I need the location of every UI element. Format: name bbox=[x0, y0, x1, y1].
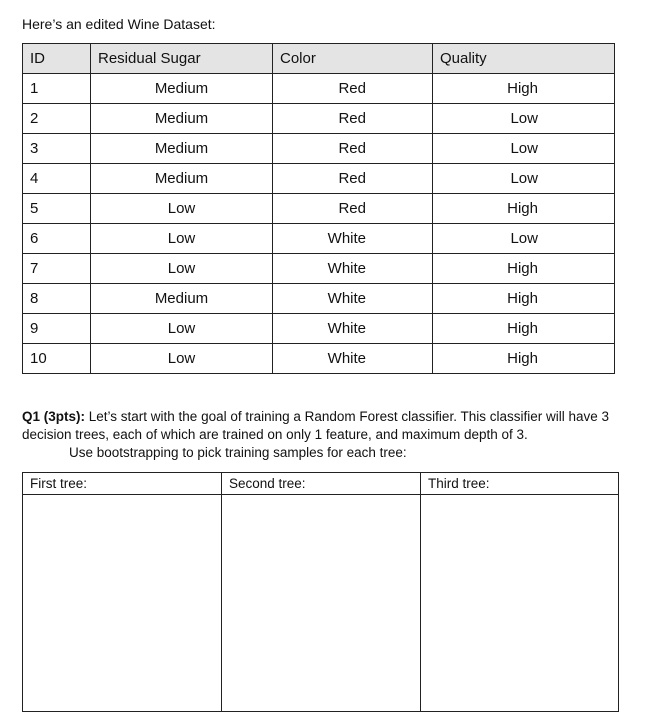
table-row bbox=[23, 224, 615, 254]
header-color: Color bbox=[273, 44, 433, 74]
table-row bbox=[23, 344, 615, 374]
cell-quality: Low bbox=[433, 104, 615, 134]
cell-residual-sugar: Low bbox=[91, 314, 273, 344]
cell-color: White bbox=[273, 224, 433, 254]
question-1-body: Let’s start with the goal of training a Random Forest classifier. This classifier will have 3 decision trees, each of which are trained on only 1 feature, and maximum depth of 3. bbox=[22, 409, 609, 442]
table-row bbox=[23, 164, 615, 194]
cell-quality: Low bbox=[433, 224, 615, 254]
table-row bbox=[23, 314, 615, 344]
cell-id: 4 bbox=[23, 164, 91, 194]
header-quality: Quality bbox=[433, 44, 615, 74]
table-row bbox=[23, 104, 615, 134]
cell-id: 1 bbox=[23, 74, 91, 104]
cell-color: White bbox=[273, 314, 433, 344]
first-tree-column[interactable] bbox=[23, 473, 222, 711]
cell-id: 8 bbox=[23, 284, 91, 314]
cell-residual-sugar: Low bbox=[91, 224, 273, 254]
cell-residual-sugar: Low bbox=[91, 254, 273, 284]
dataset-intro: Here’s an edited Wine Dataset: bbox=[22, 16, 216, 32]
tree-answer-table bbox=[22, 472, 619, 712]
cell-residual-sugar: Low bbox=[91, 344, 273, 374]
cell-residual-sugar: Medium bbox=[91, 74, 273, 104]
cell-color: White bbox=[273, 284, 433, 314]
table-row bbox=[23, 134, 615, 164]
cell-quality: High bbox=[433, 284, 615, 314]
third-tree-label: Third tree: bbox=[421, 473, 618, 495]
table-row bbox=[23, 194, 615, 224]
table-row bbox=[23, 74, 615, 104]
second-tree-column[interactable] bbox=[222, 473, 421, 711]
cell-quality: High bbox=[433, 194, 615, 224]
cell-color: Red bbox=[273, 134, 433, 164]
wine-dataset-table bbox=[22, 43, 615, 374]
first-tree-label: First tree: bbox=[23, 473, 221, 495]
cell-id: 9 bbox=[23, 314, 91, 344]
second-tree-label: Second tree: bbox=[222, 473, 420, 495]
third-tree-column[interactable] bbox=[421, 473, 618, 711]
cell-id: 2 bbox=[23, 104, 91, 134]
cell-id: 5 bbox=[23, 194, 91, 224]
cell-color: Red bbox=[273, 74, 433, 104]
cell-residual-sugar: Medium bbox=[91, 104, 273, 134]
cell-id: 10 bbox=[23, 344, 91, 374]
question-1 bbox=[22, 408, 632, 462]
question-1-text bbox=[22, 408, 632, 444]
table-header-row bbox=[23, 44, 615, 74]
table-row bbox=[23, 284, 615, 314]
cell-color: Red bbox=[273, 104, 433, 134]
cell-quality: High bbox=[433, 344, 615, 374]
cell-residual-sugar: Medium bbox=[91, 164, 273, 194]
cell-color: White bbox=[273, 254, 433, 284]
cell-quality: High bbox=[433, 254, 615, 284]
cell-residual-sugar: Medium bbox=[91, 284, 273, 314]
cell-residual-sugar: Low bbox=[91, 194, 273, 224]
question-1-instruction: Use bootstrapping to pick training samples for each tree: bbox=[69, 445, 407, 460]
header-residual-sugar: Residual Sugar bbox=[91, 44, 273, 74]
cell-color: Red bbox=[273, 164, 433, 194]
header-id: ID bbox=[23, 44, 91, 74]
cell-quality: Low bbox=[433, 134, 615, 164]
question-1-label: Q1 (3pts): bbox=[22, 409, 86, 424]
cell-id: 7 bbox=[23, 254, 91, 284]
cell-quality: Low bbox=[433, 164, 615, 194]
cell-residual-sugar: Medium bbox=[91, 134, 273, 164]
cell-quality: High bbox=[433, 314, 615, 344]
cell-color: White bbox=[273, 344, 433, 374]
cell-id: 6 bbox=[23, 224, 91, 254]
table-row bbox=[23, 254, 615, 284]
cell-quality: High bbox=[433, 74, 615, 104]
cell-color: Red bbox=[273, 194, 433, 224]
cell-id: 3 bbox=[23, 134, 91, 164]
